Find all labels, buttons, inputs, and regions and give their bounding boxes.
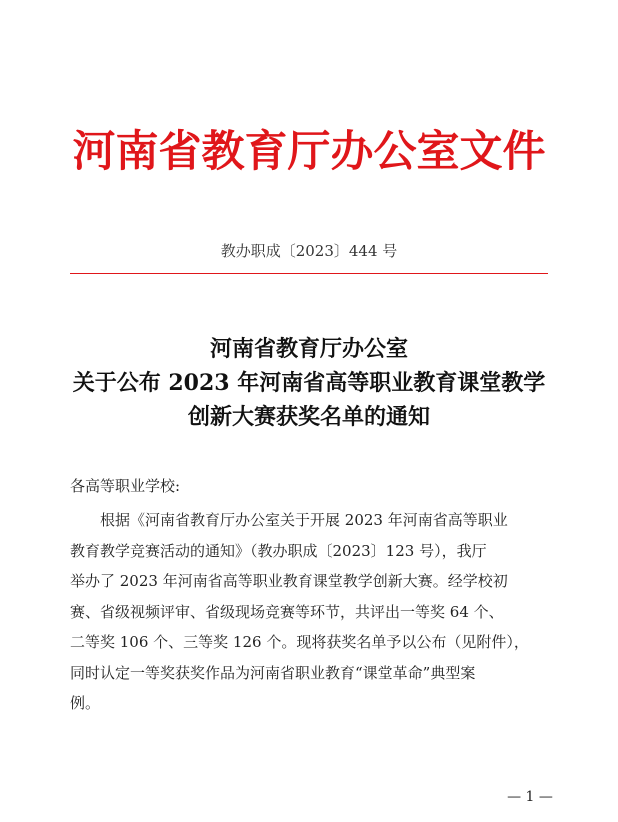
notice-title-line-1: 河南省教育厅办公室 bbox=[209, 336, 408, 362]
red-separator-line bbox=[70, 273, 548, 274]
body-paragraph bbox=[70, 505, 550, 719]
page-number: — 1 — bbox=[507, 789, 553, 805]
body-line-7: 例。 bbox=[70, 694, 101, 712]
body-line-6: 同时认定一等奖获奖作品为河南省职业教育“课堂革命”典型案 bbox=[70, 663, 476, 682]
body-line-3: 举办了 2023 年河南省高等职业教育课堂教学创新大赛。经学校初 bbox=[70, 572, 508, 590]
notice-title-line-2: 关于公布 2023 年河南省高等职业教育课堂教学 bbox=[72, 370, 546, 396]
document-number: 教办职成〔2023〕444 号 bbox=[220, 242, 398, 260]
notice-title-line-3: 创新大赛获奖名单的通知 bbox=[187, 404, 430, 430]
body-line-1: 根据《河南省教育厅办公室关于开展 2023 年河南省高等职业 bbox=[100, 511, 508, 529]
body-line-5: 二等奖 106 个、三等奖 126 个。现将获奖名单予以公布（见附件）， bbox=[70, 633, 529, 651]
salutation: 各高等职业学校: bbox=[70, 477, 181, 495]
body-line-4: 赛、省级视频评审、省级现场竞赛等环节，共评出一等奖 64 个、 bbox=[70, 602, 504, 621]
document-header-title: 河南省教育厅办公室文件 bbox=[72, 127, 546, 177]
body-line-2: 教育教学竞赛活动的通知》（教办职成〔2023〕123 号），我厅 bbox=[70, 541, 487, 560]
